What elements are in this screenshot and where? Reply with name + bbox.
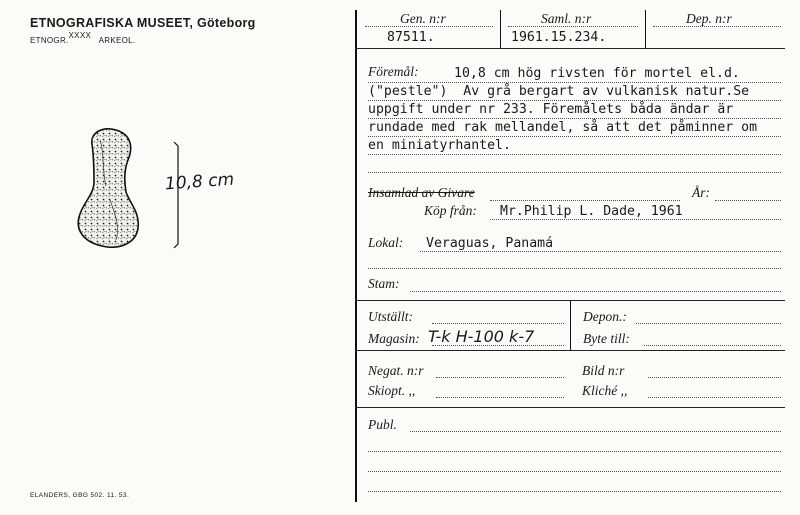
lokal-label: Lokal:	[368, 235, 404, 250]
bild-nr-label: Bild n:r	[582, 363, 625, 378]
description-line-3: uppgift under nr 233. Föremålets båda ändar är	[368, 102, 734, 117]
measure-bracket	[174, 142, 178, 248]
skiopt-label: Skiopt. ,,	[368, 383, 416, 398]
description-line-1: 10,8 cm hög rivsten för mortel el.d.	[454, 66, 740, 81]
depon-label: Depon.:	[583, 309, 627, 324]
gen-nr-label: Gen. n:r	[400, 11, 446, 26]
measure-annotation: 10,8 cm	[164, 169, 235, 195]
card-left-border	[355, 10, 357, 502]
section-divider	[570, 300, 571, 350]
magasin-value: T-k H-100 k-7	[428, 327, 535, 346]
lokal-value: Veraguas, Panamá	[426, 236, 554, 251]
kop-fran-label: Köp från:	[424, 203, 477, 218]
saml-nr-label: Saml. n:r	[541, 11, 592, 26]
department-line	[30, 31, 136, 45]
ar-label: År:	[692, 185, 710, 200]
department-name: ARKEOL.	[98, 36, 136, 45]
museum-title: ETNOGRAFISKA MUSEET, Göteborg	[30, 16, 256, 30]
byte-till-label: Byte till:	[583, 331, 630, 346]
section-rule-3	[355, 407, 785, 408]
printer-note: ELANDERS, GBG 502. 11. 53.	[30, 492, 130, 499]
gen-nr-value: 87511.	[387, 30, 435, 45]
utstallt-label: Utställt:	[368, 309, 414, 324]
card-divider-2	[645, 10, 646, 48]
description-line-2: ("pestle") Av grå bergart av vulkanisk natur.Se	[368, 84, 750, 99]
header-rule	[355, 48, 785, 49]
pestle-drawing	[60, 120, 260, 260]
saml-nr-value: 1961.15.234.	[511, 30, 607, 45]
department-struck: ETNOGR.	[30, 36, 69, 45]
magasin-label: Magasin:	[368, 331, 420, 346]
stam-label: Stam:	[368, 276, 400, 291]
department-strike-marks: XXXX	[68, 31, 92, 40]
dep-nr-label: Dep. n:r	[686, 11, 732, 26]
foremal-label: Föremål:	[368, 64, 419, 79]
pestle-outline	[78, 129, 138, 247]
card-divider-1	[500, 10, 501, 48]
publ-label: Publ.	[368, 417, 397, 432]
description-line-5: en miniatyrhantel.	[368, 138, 511, 153]
insamlad-struck-label: Insamlad av Givare	[368, 185, 475, 200]
kliche-label: Kliché ,,	[582, 383, 628, 398]
section-rule-2	[355, 350, 785, 351]
kop-fran-value: Mr.Philip L. Dade, 1961	[500, 204, 683, 219]
negat-nr-label: Negat. n:r	[368, 363, 424, 378]
description-line-4: rundade med rak mellandel, så att det påminner om	[368, 120, 758, 135]
